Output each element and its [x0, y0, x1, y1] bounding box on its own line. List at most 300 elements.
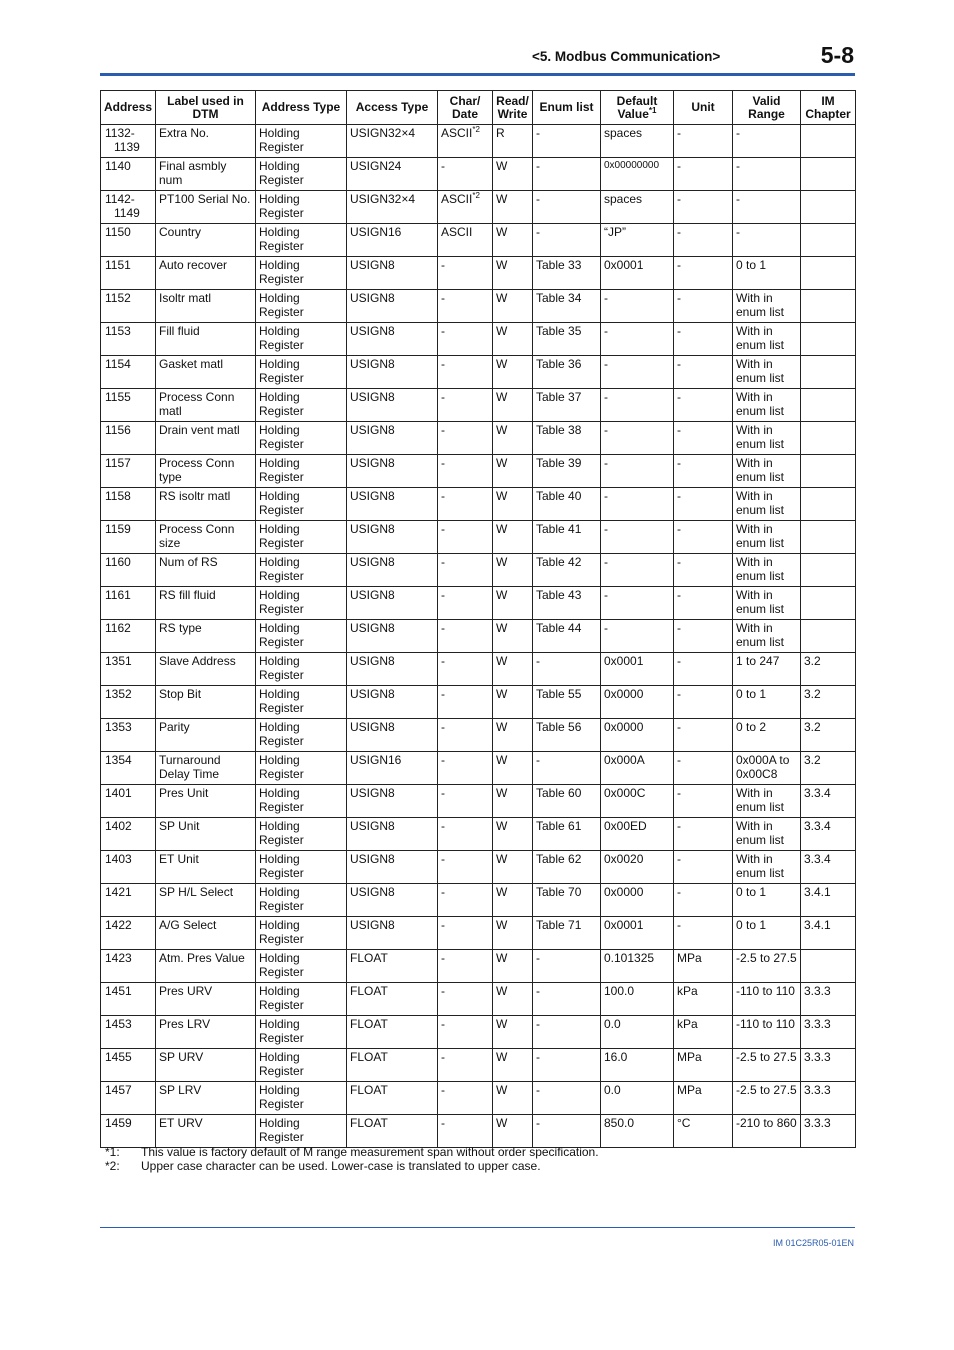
table-row	[101, 1049, 856, 1082]
im-chapter-cell: 3.3.3	[801, 1082, 856, 1115]
unit-cell: MPa	[674, 1082, 733, 1115]
section-title: <5. Modbus Communication>	[532, 49, 721, 64]
default-value-cell: 16.0	[601, 1049, 674, 1082]
unit-cell: -	[674, 356, 733, 389]
address-type-cell: Holding Register	[256, 785, 347, 818]
footnote-mark: *2:	[105, 1159, 120, 1173]
default-value-cell: 0x0000	[601, 719, 674, 752]
address-type-cell: Holding Register	[256, 554, 347, 587]
address-type-cell: Holding Register	[256, 884, 347, 917]
char-date-text: -	[441, 1017, 445, 1031]
unit-cell: -	[674, 620, 733, 653]
unit-cell: -	[674, 851, 733, 884]
valid-range-cell: -	[733, 224, 801, 257]
table-row	[101, 389, 856, 422]
enum-list-cell: Table 41	[533, 521, 601, 554]
enum-list-cell: Table 42	[533, 554, 601, 587]
char-date-text: -	[441, 423, 445, 437]
address-cell: 1457	[101, 1082, 156, 1115]
char-date-cell	[438, 818, 493, 851]
address-type-cell: Holding Register	[256, 455, 347, 488]
address-cell: 1353	[101, 719, 156, 752]
read-write-cell: W	[493, 389, 533, 422]
label-cell: Process Conn matl	[156, 389, 256, 422]
char-date-text: -	[441, 588, 445, 602]
access-type-cell: USIGN8	[347, 290, 438, 323]
char-date-cell	[438, 752, 493, 785]
table-row	[101, 455, 856, 488]
im-chapter-cell: 3.3.3	[801, 1016, 856, 1049]
label-cell: Turnaround Delay Time	[156, 752, 256, 785]
valid-range-cell: -	[733, 158, 801, 191]
enum-list-cell: -	[533, 653, 601, 686]
read-write-cell: W	[493, 191, 533, 224]
default-value-cell: 100.0	[601, 983, 674, 1016]
im-chapter-cell: 3.3.3	[801, 1115, 856, 1148]
col-header-label: Label used in DTM	[156, 91, 256, 125]
char-date-text: -	[441, 324, 445, 338]
address-type-cell: Holding Register	[256, 389, 347, 422]
unit-cell: -	[674, 257, 733, 290]
char-date-cell	[438, 653, 493, 686]
valid-range-cell: With in enum list	[733, 521, 801, 554]
char-date-text: -	[441, 1116, 445, 1130]
read-write-cell: W	[493, 323, 533, 356]
char-date-text: -	[441, 720, 445, 734]
char-date-text: -	[441, 456, 445, 470]
char-date-cell	[438, 521, 493, 554]
default-value-cell: 0.101325	[601, 950, 674, 983]
unit-cell: -	[674, 554, 733, 587]
footnote-ref: *2	[472, 191, 480, 200]
col-header-char-date: Char/ Date	[438, 91, 493, 125]
im-chapter-cell: 3.3.4	[801, 851, 856, 884]
unit-cell: -	[674, 686, 733, 719]
address-type-cell: Holding Register	[256, 917, 347, 950]
valid-range-cell: -210 to 860	[733, 1115, 801, 1148]
read-write-cell: W	[493, 356, 533, 389]
read-write-cell: W	[493, 224, 533, 257]
col-header-address-type: Address Type	[256, 91, 347, 125]
default-value-cell: 0x0000	[601, 686, 674, 719]
address-cell: 1154	[101, 356, 156, 389]
default-value-cell: -	[601, 290, 674, 323]
read-write-cell: W	[493, 719, 533, 752]
address-cell: 1421	[101, 884, 156, 917]
table-row	[101, 686, 856, 719]
default-value-cell: -	[601, 389, 674, 422]
table-row	[101, 422, 856, 455]
table-row	[101, 818, 856, 851]
read-write-cell: W	[493, 917, 533, 950]
address-type-cell: Holding Register	[256, 323, 347, 356]
read-write-cell: W	[493, 851, 533, 884]
valid-range-cell: With in enum list	[733, 455, 801, 488]
char-date-text: -	[441, 357, 445, 371]
default-value-cell: 0x000C	[601, 785, 674, 818]
label-cell: Isoltr matl	[156, 290, 256, 323]
im-chapter-cell	[801, 488, 856, 521]
address-cell: 1354	[101, 752, 156, 785]
address-type-cell: Holding Register	[256, 620, 347, 653]
valid-range-cell: 0 to 1	[733, 257, 801, 290]
read-write-cell: W	[493, 1115, 533, 1148]
valid-range-cell: With in enum list	[733, 290, 801, 323]
enum-list-cell: Table 40	[533, 488, 601, 521]
label-cell: Process Conn size	[156, 521, 256, 554]
char-date-cell	[438, 158, 493, 191]
char-date-cell	[438, 983, 493, 1016]
label-cell: Extra No.	[156, 125, 256, 158]
default-value-cell: 0x0001	[601, 917, 674, 950]
im-chapter-cell	[801, 950, 856, 983]
access-type-cell: USIGN8	[347, 422, 438, 455]
char-date-text: ASCII	[441, 126, 473, 140]
im-chapter-cell	[801, 257, 856, 290]
enum-list-cell: Table 60	[533, 785, 601, 818]
table-row	[101, 356, 856, 389]
char-date-cell	[438, 1115, 493, 1148]
address-cell: 1422	[101, 917, 156, 950]
valid-range-cell: -110 to 110	[733, 983, 801, 1016]
label-cell: Pres Unit	[156, 785, 256, 818]
im-chapter-cell: 3.3.3	[801, 1049, 856, 1082]
access-type-cell: FLOAT	[347, 1082, 438, 1115]
access-type-cell: USIGN8	[347, 785, 438, 818]
address-cell: 1158	[101, 488, 156, 521]
unit-cell: -	[674, 422, 733, 455]
table-row	[101, 653, 856, 686]
enum-list-cell: Table 34	[533, 290, 601, 323]
im-chapter-cell: 3.2	[801, 686, 856, 719]
label-cell: PT100 Serial No.	[156, 191, 256, 224]
valid-range-cell: 1 to 247	[733, 653, 801, 686]
label-cell: RS fill fluid	[156, 587, 256, 620]
default-value-cell: -	[601, 488, 674, 521]
valid-range-cell: With in enum list	[733, 389, 801, 422]
address-type-cell: Holding Register	[256, 422, 347, 455]
address-type-cell: Holding Register	[256, 653, 347, 686]
address-cell: 1401	[101, 785, 156, 818]
address-type-cell: Holding Register	[256, 587, 347, 620]
unit-cell: -	[674, 917, 733, 950]
unit-cell: kPa	[674, 983, 733, 1016]
label-cell: Final asmbly num	[156, 158, 256, 191]
document-number: IM 01C25R05-01EN	[772, 1238, 854, 1248]
enum-list-cell: Table 55	[533, 686, 601, 719]
address-cell: 1152	[101, 290, 156, 323]
valid-range-cell: -2.5 to 27.5	[733, 950, 801, 983]
address-type-cell: Holding Register	[256, 983, 347, 1016]
read-write-cell: W	[493, 686, 533, 719]
footnotes	[105, 1145, 599, 1173]
access-type-cell: USIGN24	[347, 158, 438, 191]
address-type-cell: Holding Register	[256, 191, 347, 224]
header-rule	[100, 73, 855, 76]
address-type-cell: Holding Register	[256, 950, 347, 983]
label-cell: Num of RS	[156, 554, 256, 587]
char-date-text: -	[441, 291, 445, 305]
label-cell: Pres LRV	[156, 1016, 256, 1049]
col-header-read-write: Read/ Write	[493, 91, 533, 125]
char-date-cell	[438, 851, 493, 884]
char-date-text: -	[441, 1083, 445, 1097]
address-type-cell: Holding Register	[256, 1049, 347, 1082]
valid-range-cell: With in enum list	[733, 851, 801, 884]
address-type-cell: Holding Register	[256, 290, 347, 323]
valid-range-cell: -	[733, 125, 801, 158]
address-cell: 1155	[101, 389, 156, 422]
char-date-text: -	[441, 951, 445, 965]
read-write-cell: W	[493, 290, 533, 323]
char-date-cell	[438, 191, 493, 224]
im-chapter-cell	[801, 158, 856, 191]
im-chapter-cell	[801, 389, 856, 422]
table-row	[101, 752, 856, 785]
im-chapter-cell: 3.2	[801, 719, 856, 752]
address-cell: 1140	[101, 158, 156, 191]
default-value-cell: -	[601, 521, 674, 554]
valid-range-cell: With in enum list	[733, 620, 801, 653]
label-cell: Slave Address	[156, 653, 256, 686]
col-header-valid-range: Valid Range	[733, 91, 801, 125]
label-cell: ET Unit	[156, 851, 256, 884]
table-header-row	[101, 91, 856, 125]
table-row	[101, 323, 856, 356]
label-cell: Process Conn type	[156, 455, 256, 488]
label-cell: Stop Bit	[156, 686, 256, 719]
col-header-enum-list: Enum list	[533, 91, 601, 125]
table-row	[101, 125, 856, 158]
address-type-cell: Holding Register	[256, 752, 347, 785]
im-chapter-cell	[801, 323, 856, 356]
enum-list-cell: -	[533, 1082, 601, 1115]
address-type-cell: Holding Register	[256, 125, 347, 158]
im-chapter-cell: 3.2	[801, 653, 856, 686]
valid-range-cell: With in enum list	[733, 323, 801, 356]
valid-range-cell: With in enum list	[733, 488, 801, 521]
valid-range-cell: -2.5 to 27.5	[733, 1049, 801, 1082]
address-cell: 1151	[101, 257, 156, 290]
address-cell: 1156	[101, 422, 156, 455]
unit-cell: -	[674, 653, 733, 686]
enum-list-cell: Table 44	[533, 620, 601, 653]
im-chapter-cell	[801, 290, 856, 323]
table-row	[101, 587, 856, 620]
char-date-cell	[438, 1049, 493, 1082]
footnote-text: This value is factory default of M range measurement span without order specification.	[141, 1145, 599, 1159]
read-write-cell: W	[493, 587, 533, 620]
enum-list-cell: -	[533, 191, 601, 224]
char-date-cell	[438, 224, 493, 257]
access-type-cell: FLOAT	[347, 950, 438, 983]
char-date-cell	[438, 884, 493, 917]
address-type-cell: Holding Register	[256, 686, 347, 719]
table-row	[101, 983, 856, 1016]
unit-cell: -	[674, 224, 733, 257]
label-cell: SP H/L Select	[156, 884, 256, 917]
char-date-text: ASCII	[441, 225, 473, 239]
footnote-1	[105, 1145, 599, 1159]
char-date-text: -	[441, 390, 445, 404]
address-cell: 1161	[101, 587, 156, 620]
footnote-2	[105, 1159, 599, 1173]
access-type-cell: FLOAT	[347, 1016, 438, 1049]
valid-range-cell: -	[733, 191, 801, 224]
access-type-cell: FLOAT	[347, 983, 438, 1016]
address-cell: 1459	[101, 1115, 156, 1148]
read-write-cell: W	[493, 554, 533, 587]
char-date-text: -	[441, 258, 445, 272]
im-chapter-cell: 3.3.4	[801, 818, 856, 851]
label-cell: Atm. Pres Value	[156, 950, 256, 983]
enum-list-cell: -	[533, 1016, 601, 1049]
im-chapter-cell	[801, 422, 856, 455]
default-value-cell: -	[601, 455, 674, 488]
char-date-text: -	[441, 852, 445, 866]
char-date-text: -	[441, 522, 445, 536]
label-cell: SP LRV	[156, 1082, 256, 1115]
page-number: 5-8	[820, 42, 854, 68]
default-value-cell: -	[601, 554, 674, 587]
unit-cell: -	[674, 389, 733, 422]
table-row	[101, 950, 856, 983]
unit-cell: -	[674, 158, 733, 191]
address-type-cell: Holding Register	[256, 719, 347, 752]
read-write-cell: R	[493, 125, 533, 158]
valid-range-cell: With in enum list	[733, 587, 801, 620]
char-date-cell	[438, 686, 493, 719]
default-value-footnote: *1	[648, 105, 657, 115]
address-type-cell: Holding Register	[256, 818, 347, 851]
address-type-cell: Holding Register	[256, 356, 347, 389]
table-row	[101, 158, 856, 191]
char-date-text: -	[441, 984, 445, 998]
read-write-cell: W	[493, 818, 533, 851]
im-chapter-cell: 3.4.1	[801, 917, 856, 950]
table-row	[101, 488, 856, 521]
char-date-text: -	[441, 687, 445, 701]
char-date-cell	[438, 125, 493, 158]
address-cell: 1160	[101, 554, 156, 587]
enum-list-cell: Table 37	[533, 389, 601, 422]
access-type-cell: USIGN8	[347, 917, 438, 950]
valid-range-cell: With in enum list	[733, 785, 801, 818]
label-cell: Drain vent matl	[156, 422, 256, 455]
address-cell: 1159	[101, 521, 156, 554]
enum-list-cell: Table 35	[533, 323, 601, 356]
table-row	[101, 224, 856, 257]
access-type-cell: USIGN8	[347, 653, 438, 686]
enum-list-cell: Table 62	[533, 851, 601, 884]
access-type-cell: USIGN8	[347, 884, 438, 917]
access-type-cell: FLOAT	[347, 1049, 438, 1082]
unit-cell: -	[674, 884, 733, 917]
enum-list-cell: Table 38	[533, 422, 601, 455]
read-write-cell: W	[493, 653, 533, 686]
enum-list-cell: -	[533, 752, 601, 785]
char-date-text: -	[441, 819, 445, 833]
im-chapter-cell	[801, 521, 856, 554]
address-cell: 1402	[101, 818, 156, 851]
label-cell: A/G Select	[156, 917, 256, 950]
im-chapter-cell: 3.2	[801, 752, 856, 785]
address-cell: 1162	[101, 620, 156, 653]
read-write-cell: W	[493, 1082, 533, 1115]
char-date-cell	[438, 356, 493, 389]
col-header-unit: Unit	[674, 91, 733, 125]
valid-range-cell: 0 to 1	[733, 917, 801, 950]
im-chapter-cell	[801, 620, 856, 653]
access-type-cell: USIGN8	[347, 818, 438, 851]
im-chapter-cell	[801, 455, 856, 488]
address-cell: 1403	[101, 851, 156, 884]
address-cell: 1132- 1139	[101, 125, 156, 158]
default-value-cell: 0.0	[601, 1082, 674, 1115]
address-cell: 1157	[101, 455, 156, 488]
im-chapter-cell	[801, 356, 856, 389]
access-type-cell: USIGN16	[347, 752, 438, 785]
char-date-cell	[438, 620, 493, 653]
access-type-cell: USIGN8	[347, 257, 438, 290]
access-type-cell: USIGN8	[347, 719, 438, 752]
label-cell: ET URV	[156, 1115, 256, 1148]
char-date-cell	[438, 422, 493, 455]
table-row	[101, 785, 856, 818]
char-date-text: -	[441, 489, 445, 503]
char-date-cell	[438, 1016, 493, 1049]
read-write-cell: W	[493, 158, 533, 191]
unit-cell: -	[674, 488, 733, 521]
read-write-cell: W	[493, 1049, 533, 1082]
default-value-cell: 0x00000000	[601, 158, 674, 191]
im-chapter-cell	[801, 587, 856, 620]
valid-range-cell: 0 to 1	[733, 686, 801, 719]
default-value-cell: -	[601, 323, 674, 356]
char-date-text: -	[441, 786, 445, 800]
access-type-cell: USIGN8	[347, 521, 438, 554]
im-chapter-cell	[801, 554, 856, 587]
valid-range-cell: With in enum list	[733, 422, 801, 455]
table-body	[101, 125, 856, 1148]
char-date-cell	[438, 554, 493, 587]
enum-list-cell: Table 71	[533, 917, 601, 950]
char-date-text: -	[441, 555, 445, 569]
enum-list-cell: Table 43	[533, 587, 601, 620]
address-type-cell: Holding Register	[256, 521, 347, 554]
col-header-im-chapter: IM Chapter	[801, 91, 856, 125]
access-type-cell: USIGN8	[347, 620, 438, 653]
read-write-cell: W	[493, 422, 533, 455]
enum-list-cell: -	[533, 1049, 601, 1082]
address-cell: 1153	[101, 323, 156, 356]
address-cell: 1142- 1149	[101, 191, 156, 224]
address-type-cell: Holding Register	[256, 224, 347, 257]
read-write-cell: W	[493, 983, 533, 1016]
address-type-cell: Holding Register	[256, 158, 347, 191]
im-chapter-cell: 3.4.1	[801, 884, 856, 917]
unit-cell: -	[674, 455, 733, 488]
access-type-cell: USIGN32×4	[347, 191, 438, 224]
valid-range-cell: -110 to 110	[733, 1016, 801, 1049]
default-value-cell: spaces	[601, 191, 674, 224]
access-type-cell: USIGN8	[347, 389, 438, 422]
register-table	[100, 90, 856, 1148]
table-row	[101, 1016, 856, 1049]
read-write-cell: W	[493, 785, 533, 818]
default-value-cell: -	[601, 620, 674, 653]
table-row	[101, 917, 856, 950]
